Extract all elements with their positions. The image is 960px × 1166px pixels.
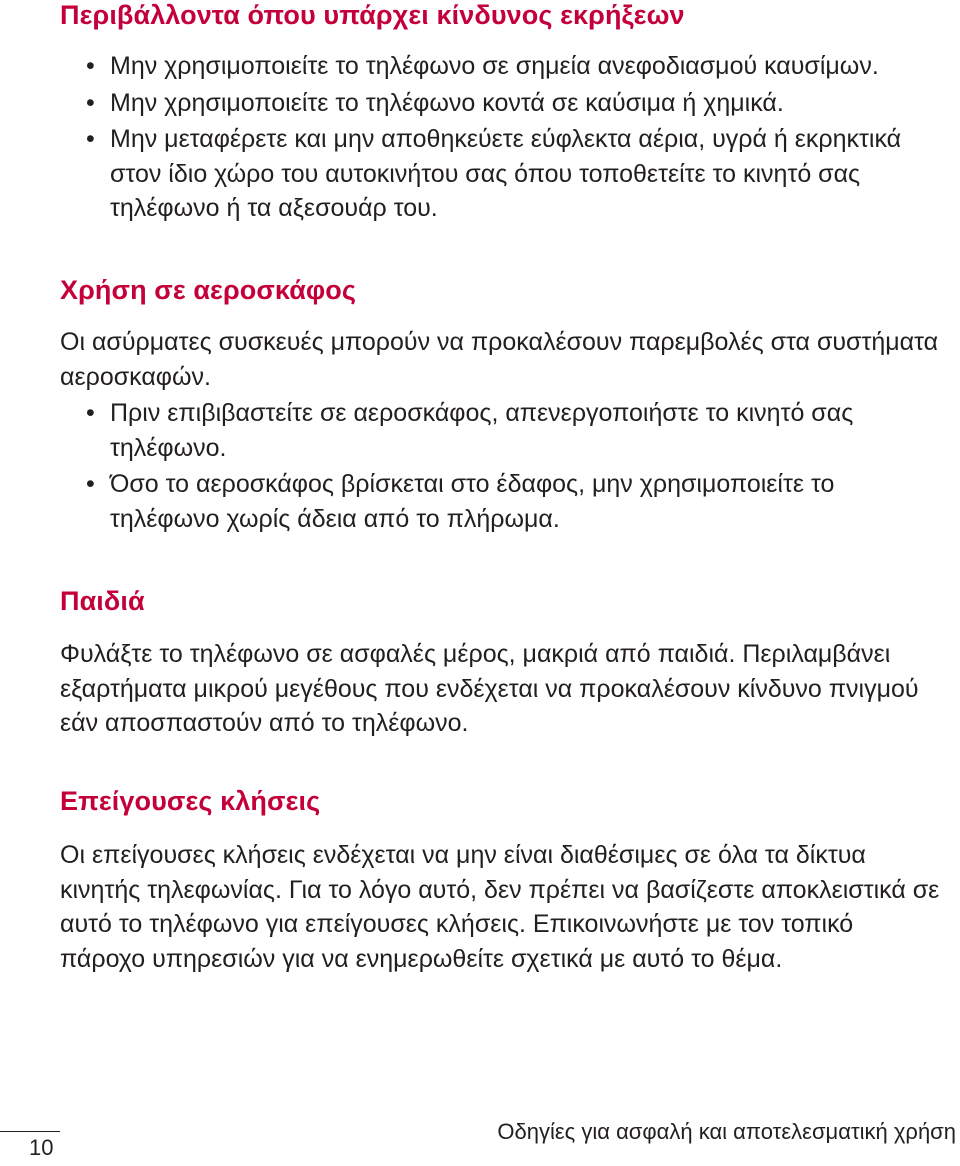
- list-item: [86, 122, 946, 226]
- bullet-marker: •: [86, 125, 95, 153]
- list-item-text: Μην μεταφέρετε και μην αποθηκεύετε εύφλεκτα αέρια, υγρά ή εκρηκτικά στον ίδιο χώρο του αυτοκινήτου σας όπου τοποθετείτε το κινητό σας τηλέφωνο ή τα αξεσουάρ του.: [110, 125, 902, 222]
- heading-explosive-environments: Περιβάλλοντα όπου υπάρχει κίνδυνος εκρήξεων: [60, 0, 685, 30]
- list-item: [86, 396, 946, 465]
- children-text: Φυλάξτε το τηλέφωνο σε ασφαλές μέρος, μακριά από παιδιά. Περιλαμβάνει εξαρτήματα μικρού μεγέθους που ενδέχεται να προκαλέσουν κίνδυνο πνιγμού εάν αποσπαστούν από το τηλέφωνο.: [60, 640, 919, 737]
- list-item-text: Μην χρησιμοποιείτε το τηλέφωνο σε σημεία ανεφοδιασμού καυσίμων.: [110, 52, 879, 80]
- list-item-text: Πριν επιβιβαστείτε σε αεροσκάφος, απενεργοποιήστε το κινητό σας τηλέφωνο.: [110, 399, 854, 462]
- explosive-bullet-list: [86, 49, 946, 228]
- footer-divider: [0, 1131, 60, 1132]
- aircraft-bullet-list: [86, 396, 946, 538]
- list-item-text: Μην χρησιμοποιείτε το τηλέφωνο κοντά σε καύσιμα ή χημικά.: [110, 88, 784, 117]
- bullet-marker: •: [86, 399, 95, 427]
- footer-title: Οδηγίες για ασφαλή και αποτελεσματική χρήση: [497, 1119, 956, 1144]
- aircraft-intro-text: Οι ασύρματες συσκευές μπορούν να προκαλέσουν παρεμβολές στα συστήματα αεροσκαφών.: [60, 328, 939, 391]
- list-item: [86, 467, 946, 536]
- heading-emergency-calls: Επείγουσες κλήσεις: [60, 786, 321, 816]
- emergency-text: Οι επείγουσες κλήσεις ενδέχεται να μην είναι διαθέσιμες σε όλα τα δίκτυα κινητής τηλεφωνίας. Για το λόγο αυτό, δεν πρέπει να βασίζεστε αποκλειστικά σε αυτό το τηλέφωνο για επείγουσες κλήσεις. Επικοινωνήστε με τον τοπικό πάροχο υπηρεσιών για να ενημερωθείτε σχετικά με αυτό το θέμα.: [60, 841, 940, 973]
- bullet-marker: •: [86, 88, 95, 117]
- list-item-text: Όσο το αεροσκάφος βρίσκεται στο έδαφος, μην χρησιμοποιείτε το τηλέφωνο χωρίς άδεια από το πλήρωμα.: [110, 470, 835, 533]
- bullet-marker: •: [86, 470, 95, 498]
- heading-children: Παιδιά: [60, 586, 145, 616]
- page-number: 10: [29, 1135, 54, 1160]
- bullet-marker: •: [86, 52, 95, 80]
- list-item: [86, 49, 946, 84]
- heading-aircraft-use: Χρήση σε αεροσκάφος: [60, 275, 357, 305]
- list-item: [86, 86, 946, 121]
